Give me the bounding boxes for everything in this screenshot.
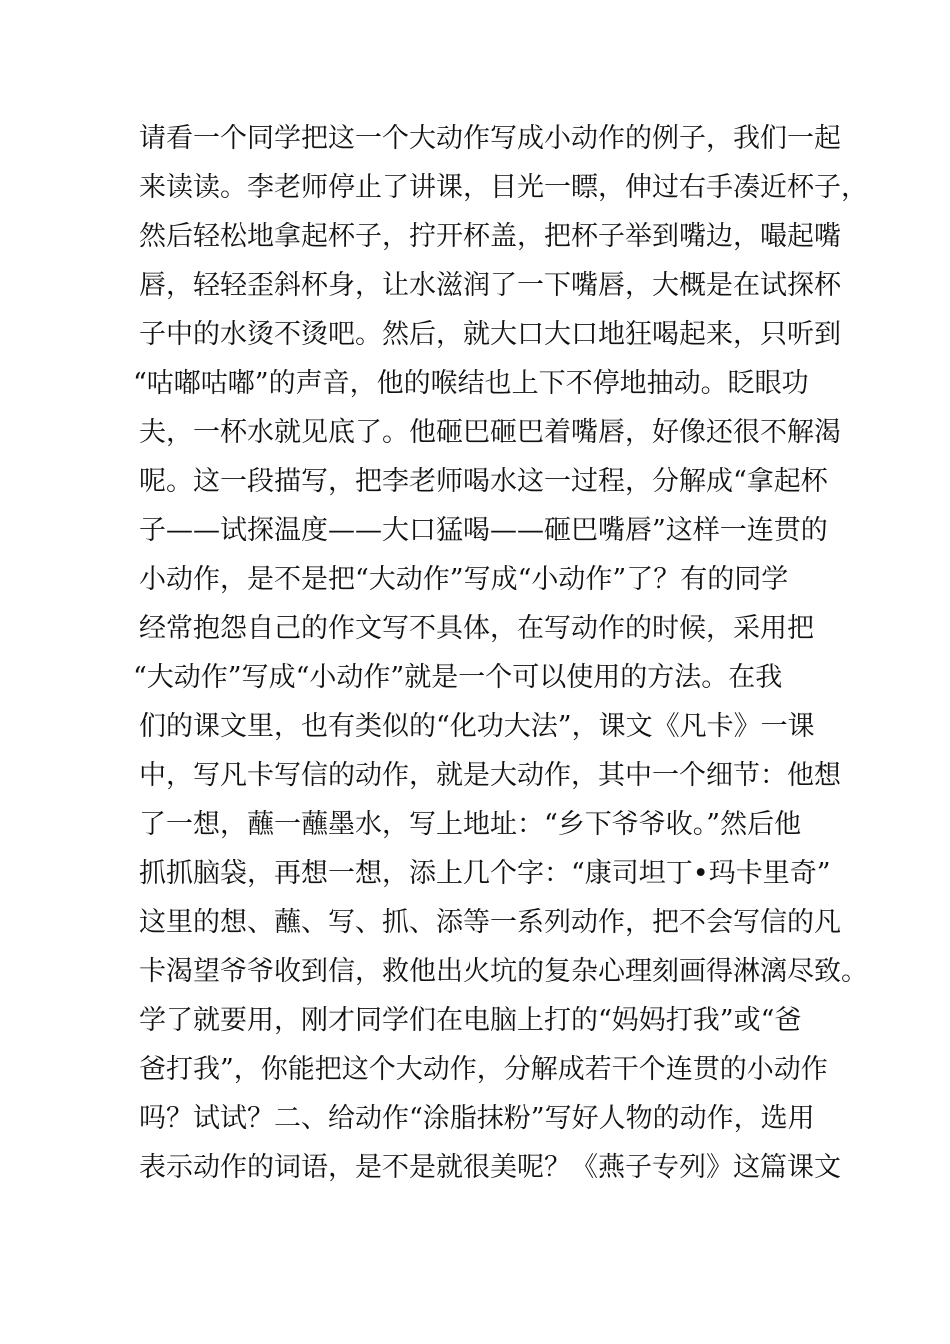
text-line: 爸打我”，你能把这个大动作，分解成若干个连贯的小动作 (139, 1054, 828, 1085)
text-line: 然后轻松地拿起杯子，拧开杯盖，把杯子举到嘴边，嘬起嘴 (139, 221, 841, 252)
text-line: 们的课文里，也有类似的“化功大法”，课文《凡卡》一课 (139, 711, 815, 742)
text-line: 卡渴望爷爷收到信，救他出火坑的复杂心理刻画得淋漓尽致。 (139, 956, 868, 987)
text-line: 这里的想、蘸、写、抓、添等一系列动作，把不会写信的凡 (139, 907, 841, 938)
text-line: 吗？试试？二、给动作“涂脂抹粉”写好人物的动作，选用 (139, 1103, 815, 1134)
text-line: “咕嘟咕嘟”的声音，他的喉结也上下不停地抽动。眨眼功 (133, 368, 809, 399)
text-line: 抓抓脑袋，再想一想，添上几个字：“康司坦丁•玛卡里奇” (139, 858, 831, 889)
text-line: 小动作，是不是把“大动作”写成“小动作”了？有的同学 (139, 564, 789, 595)
text-line: “大动作”写成“小动作”就是一个可以使用的方法。在我 (133, 662, 783, 693)
text-line: 子——试探温度——大口猛喝——砸巴嘴唇”这样一连贯的 (139, 515, 828, 546)
body-text (133, 114, 868, 1192)
text-line: 表示动作的词语，是不是就很美呢？《燕子专列》这篇课文 (139, 1152, 841, 1183)
text-line: 夫，一杯水就见底了。他砸巴砸巴着嘴唇，好像还很不解渴 (139, 417, 841, 448)
text-line: 中，写凡卡写信的动作，就是大动作，其中一个细节：他想 (139, 760, 841, 791)
text-line: 经常抱怨自己的作文写不具体，在写动作的时候，采用把 (139, 613, 814, 644)
text-line: 了一想，蘸一蘸墨水，写上地址：“乡下爷爷收。”然后他 (139, 809, 802, 840)
text-line: 唇，轻轻歪斜杯身，让水滋润了一下嘴唇，大概是在试探杯 (139, 270, 841, 301)
text-line: 学了就要用，刚才同学们在电脑上打的“妈妈打我”或“爸 (139, 1005, 802, 1036)
text-line: 请看一个同学把这一个大动作写成小动作的例子，我们一起 (139, 123, 841, 154)
text-line: 呢。这一段描写，把李老师喝水这一过程，分解成“拿起杯 (139, 466, 828, 497)
text-line: 来读读。李老师停止了讲课，目光一瞟，伸过右手凑近杯子， (139, 172, 868, 203)
text-line: 子中的水烫不烫吧。然后，就大口大口地狂喝起来，只听到 (139, 319, 841, 350)
